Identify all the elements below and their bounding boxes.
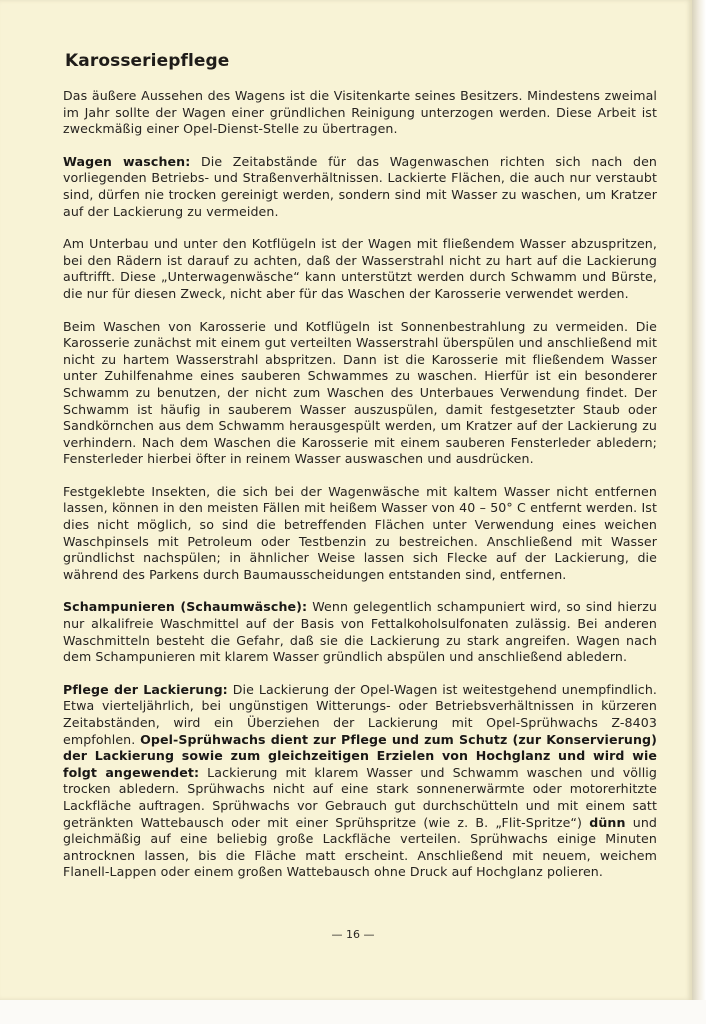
- pflege-lackierung-heading: Pflege der Lackierung:: [63, 681, 228, 697]
- schampunieren-text: Wenn gelegentlich schampuniert wird, so sind hierzu nur alkalifreie Waschmittel auf der Basis von Fettalkoholsulfonaten zulässig. Bei anderen Waschmitteln besteht die Gefahr, daß sie die Lackierung zu stark angreifen. Wagen nach dem Schampunieren mit klarem Wasser gründlich abspülen und anschließend abledern.: [63, 599, 657, 665]
- pflege-lackierung-paragraph: [63, 682, 657, 881]
- pflege-lackierung-text-2: Lackierung mit klarem Wasser und Schwamm waschen und völlig trocken abledern. Sprühwachs nicht auf eine stark sonnenerwärmte oder motorerhitzte Lackfläche auftragen. Sprühwachs vor Gebrauch gut durchschütteln und mit einem satt getränkten Wattebausch oder mit einer Sprühspritze (wie z. B. „Flit-Spritze“): [63, 764, 658, 830]
- schampunieren-heading: Schampunieren (Schaumwäsche):: [63, 599, 308, 615]
- page-title: Karosseriepflege: [65, 51, 230, 71]
- karosserie-waschen-paragraph: Beim Waschen von Karosserie und Kotflügeln ist Sonnenbestrahlung zu vermeiden. Die Karosserie zunächst mit einem gut verteilten Wasserstrahl überspülen und anschließend mit nicht zu hartem Wasserstrahl abspritzen. Dann ist die Karosserie mit fließendem Wasser unter Zuhilfenahme eines sauberen Schwammes zu waschen. Hierfür ist ein besonderer Schwamm zu benutzen, der nicht zum Waschen des Unterbaues Verwendung findet. Der Schwamm ist häufig in sauberem Wasser auszuspülen, damit festgesetzter Staub oder Sandkörnchen aus dem Schwamm herausgespült werden, um Kratzer auf der Lackierung zu verhindern. Nach dem Waschen die Karosserie mit einem sauberen Fensterleder abledern; Fensterleder hierbei öfter in reinem Wasser auswaschen und ausdrücken.: [63, 318, 657, 467]
- intro-paragraph: Das äußere Aussehen des Wagens ist die Visitenkarte seines Besitzers. Mindestens zweimal im Jahr sollte der Wagen einer gründlichen Reinigung unterzogen werden. Diese Arbeit ist zweckmäßig einer Opel-Dienst-Stelle zu übertragen.: [63, 88, 657, 137]
- pflege-lackierung-text-1: Die Lackierung der Opel-Wagen ist weitestgehend unempfindlich. Etwa vierteljährlich, bei ungünstigen Witterungs- oder Betriebsverhältnissen in kürzeren Zeitabständen, wird ein Überziehen der Lackierung mit Opel-Sprühwachs Z-8403 empfohlen.: [63, 681, 657, 747]
- insekten-paragraph: Festgeklebte Insekten, die sich bei der Wagenwäsche mit kaltem Wasser nicht entfernen lassen, können in den meisten Fällen mit heißem Wasser von 40 – 50° C entfernt werden. Ist dies nicht möglich, so sind die betreffenden Flächen unter Verwendung eines weichen Waschpinsels mit Petroleum oder Testbenzin zu bestreichen. Anschließend mit Wasser gründlichst nachspülen; in ähnlicher Weise lassen sich Flecke auf der Lackierung, die während des Parkens durch Baumausscheidungen entstanden sind, entfernen.: [63, 483, 657, 582]
- pflege-lackierung-bold-1: Opel-Sprühwachs dient zur Pflege und zum Schutz (zur Konservierung) der Lackierung sowie zum gleichzeitigen Erzielen von Hochglanz und wird wie folgt angewendet:: [63, 731, 657, 780]
- wagen-waschen-paragraph: [63, 154, 657, 220]
- pflege-lackierung-bold-2: dünn: [589, 814, 626, 830]
- wagen-waschen-text: Die Zeitabstände für das Wagenwaschen richten sich nach den vorliegenden Betriebs- und Straßenverhältnissen. Lackierte Flächen, die auch nur verstaubt sind, dürfen nie trocken gereinigt werden, sondern sind mit Wasser zu waschen, um Kratzer auf der Lackierung zu vermeiden.: [63, 153, 657, 219]
- unterbau-paragraph: Am Unterbau und unter den Kotflügeln ist der Wagen mit fließendem Wasser abzuspritzen, bei den Rädern ist darauf zu achten, daß der Wasserstrahl nicht zu hart auf die Lackierung auftrifft. Diese „Unterwagenwäsche“ kann unterstützt werden durch Schwamm und Bürste, die nur für diesen Zweck, nicht aber für das Waschen der Karosserie verwendet werden.: [63, 236, 657, 301]
- wagen-waschen-heading: Wagen waschen:: [63, 153, 191, 169]
- document-body: [63, 50, 657, 897]
- page-bottom-margin: [0, 1000, 706, 1024]
- schampunieren-paragraph: [63, 599, 657, 665]
- page-edge: [692, 0, 706, 1000]
- pflege-lackierung-text-3: und gleichmäßig auf eine beliebig große Lackfläche verteilen. Sprühwachs einige Minuten antrocknen lassen, bis die Fläche matt erscheint. Anschließend mit neuem, weichem Flanell-Lappen oder einem großen Wattebausch ohne Druck auf Hochglanz polieren.: [63, 814, 657, 880]
- page-number: — 16 —: [331, 928, 375, 941]
